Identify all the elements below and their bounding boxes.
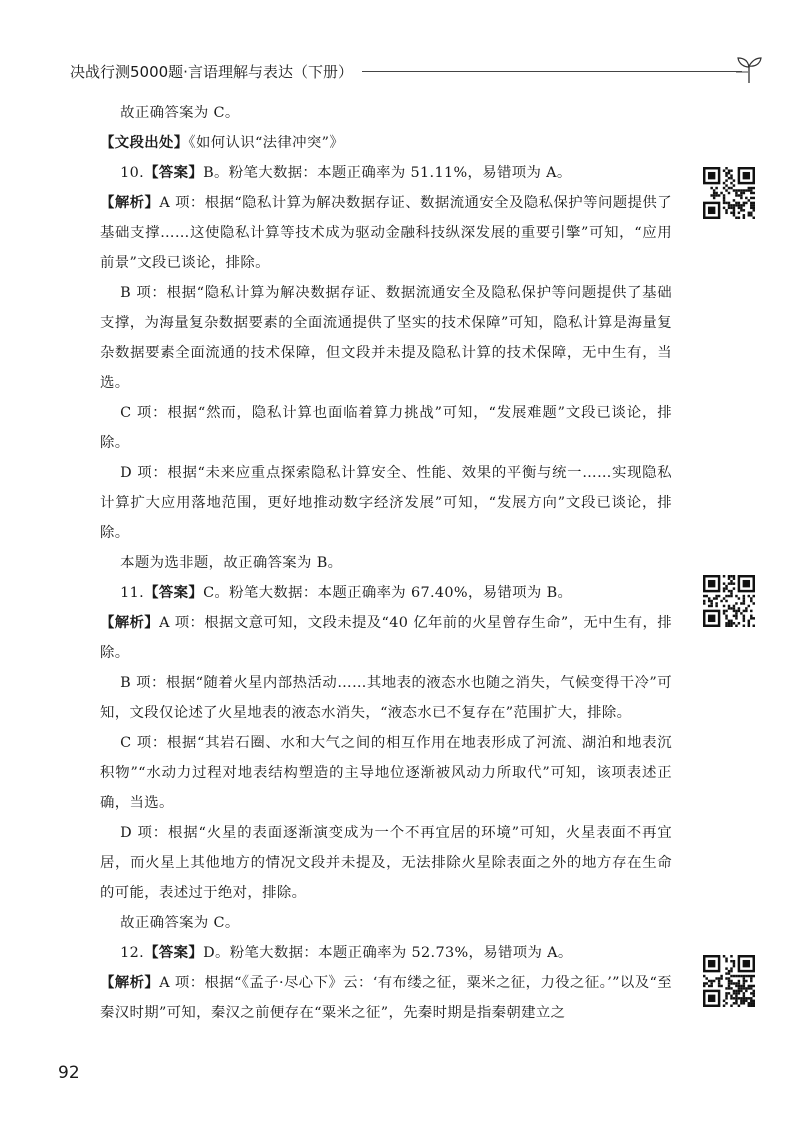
running-header (70, 55, 760, 89)
book-title: 决战行测5000题·言语理解与表达（下册） (70, 63, 353, 81)
qr-code-q12[interactable] (703, 955, 755, 1007)
analysis-tag: 【解析】 (100, 975, 160, 991)
answer-paragraph-q12: 12.【答案】D。粉笔大数据：本题正确率为 52.73%，易错项为 A。 (120, 945, 573, 961)
qr-code-q10[interactable] (703, 167, 755, 219)
qr-code-q11[interactable] (703, 575, 755, 627)
source-paragraph: 【文段出处】《如何认识“法律冲突”》 (100, 135, 345, 151)
paragraph: C 项：根据“然而，隐私计算也面临着算力挑战”可知，“发展难题”文段已谈论，排除。 (100, 405, 672, 451)
header-rule (362, 71, 742, 72)
paragraph: B 项：根据“隐私计算为解决数据存证、数据流通安全及隐私保护等问题提供了基础支撑，为海量复杂数据要素的全面流通提供了坚实的技术保障”可知，隐私计算是海量复杂数据要素全面流通的技术保障，但文段并未提及隐私计算的技术保障，无中生有，当选。 (100, 285, 672, 391)
analysis-tag: 【解析】 (100, 615, 160, 631)
paragraph: B 项：根据“随着火星内部热活动……其地表的液态水也随之消失，气候变得干冷”可知，文段仅论述了火星地表的液态水消失，“液态水已不复存在”范围扩大，排除。 (100, 675, 672, 721)
answer-tag: 【答案】 (144, 165, 204, 181)
page-number: 92 (58, 1063, 80, 1083)
paragraph: D 项：根据“未来应重点探索隐私计算安全、性能、效果的平衡与统一……实现隐私计算扩大应用落地范围，更好地推动数字经济发展”可知，“发展方向”文段已谈论，排除。 (100, 465, 672, 541)
answer-tag: 【答案】 (144, 945, 204, 961)
analysis-paragraph: 【解析】A 项：根据“《孟子·尽心下》云：‘有布缕之征，粟米之征，力役之征。’”以及“至秦汉时期”可知，秦汉之前便存在“粟米之征”，先秦时期是指秦朝建立之 (100, 975, 672, 1021)
page-body (100, 98, 672, 1028)
answer-paragraph-q10: 10.【答案】B。粉笔大数据：本题正确率为 51.11%，易错项为 A。 (120, 165, 572, 181)
paragraph: 故正确答案为 C。 (120, 105, 240, 121)
paragraph: 本题为选非题，故正确答案为 B。 (120, 555, 343, 571)
analysis-paragraph: 【解析】A 项：根据“隐私计算为解决数据存证、数据流通安全及隐私保护等问题提供了基础支撑……这使隐私计算等技术成为驱动金融科技纵深发展的重要引擎”可知，“应用前景”文段已谈论，排除。 (100, 195, 672, 271)
answer-tag: 【答案】 (144, 585, 204, 601)
source-tag: 【文段出处】 (100, 135, 189, 151)
analysis-paragraph: 【解析】A 项：根据文意可知，文段未提及“40 亿年前的火星曾存生命”，无中生有，排除。 (100, 615, 672, 661)
sprout-icon (736, 55, 762, 85)
paragraph: 故正确答案为 C。 (120, 915, 240, 931)
answer-paragraph-q11: 11.【答案】C。粉笔大数据：本题正确率为 67.40%，易错项为 B。 (120, 585, 573, 601)
analysis-tag: 【解析】 (100, 195, 160, 211)
paragraph: C 项：根据“其岩石圈、水和大气之间的相互作用在地表形成了河流、湖泊和地表沉积物”“水动力过程对地表结构塑造的主导地位逐渐被风动力所取代”可知，该项表述正确，当选。 (100, 735, 672, 811)
paragraph: D 项：根据“火星的表面逐渐演变成为一个不再宜居的环境”可知，火星表面不再宜居，而火星上其他地方的情况文段并未提及，无法排除火星除表面之外的地方存在生命的可能，表述过于绝对，排除。 (100, 825, 672, 901)
